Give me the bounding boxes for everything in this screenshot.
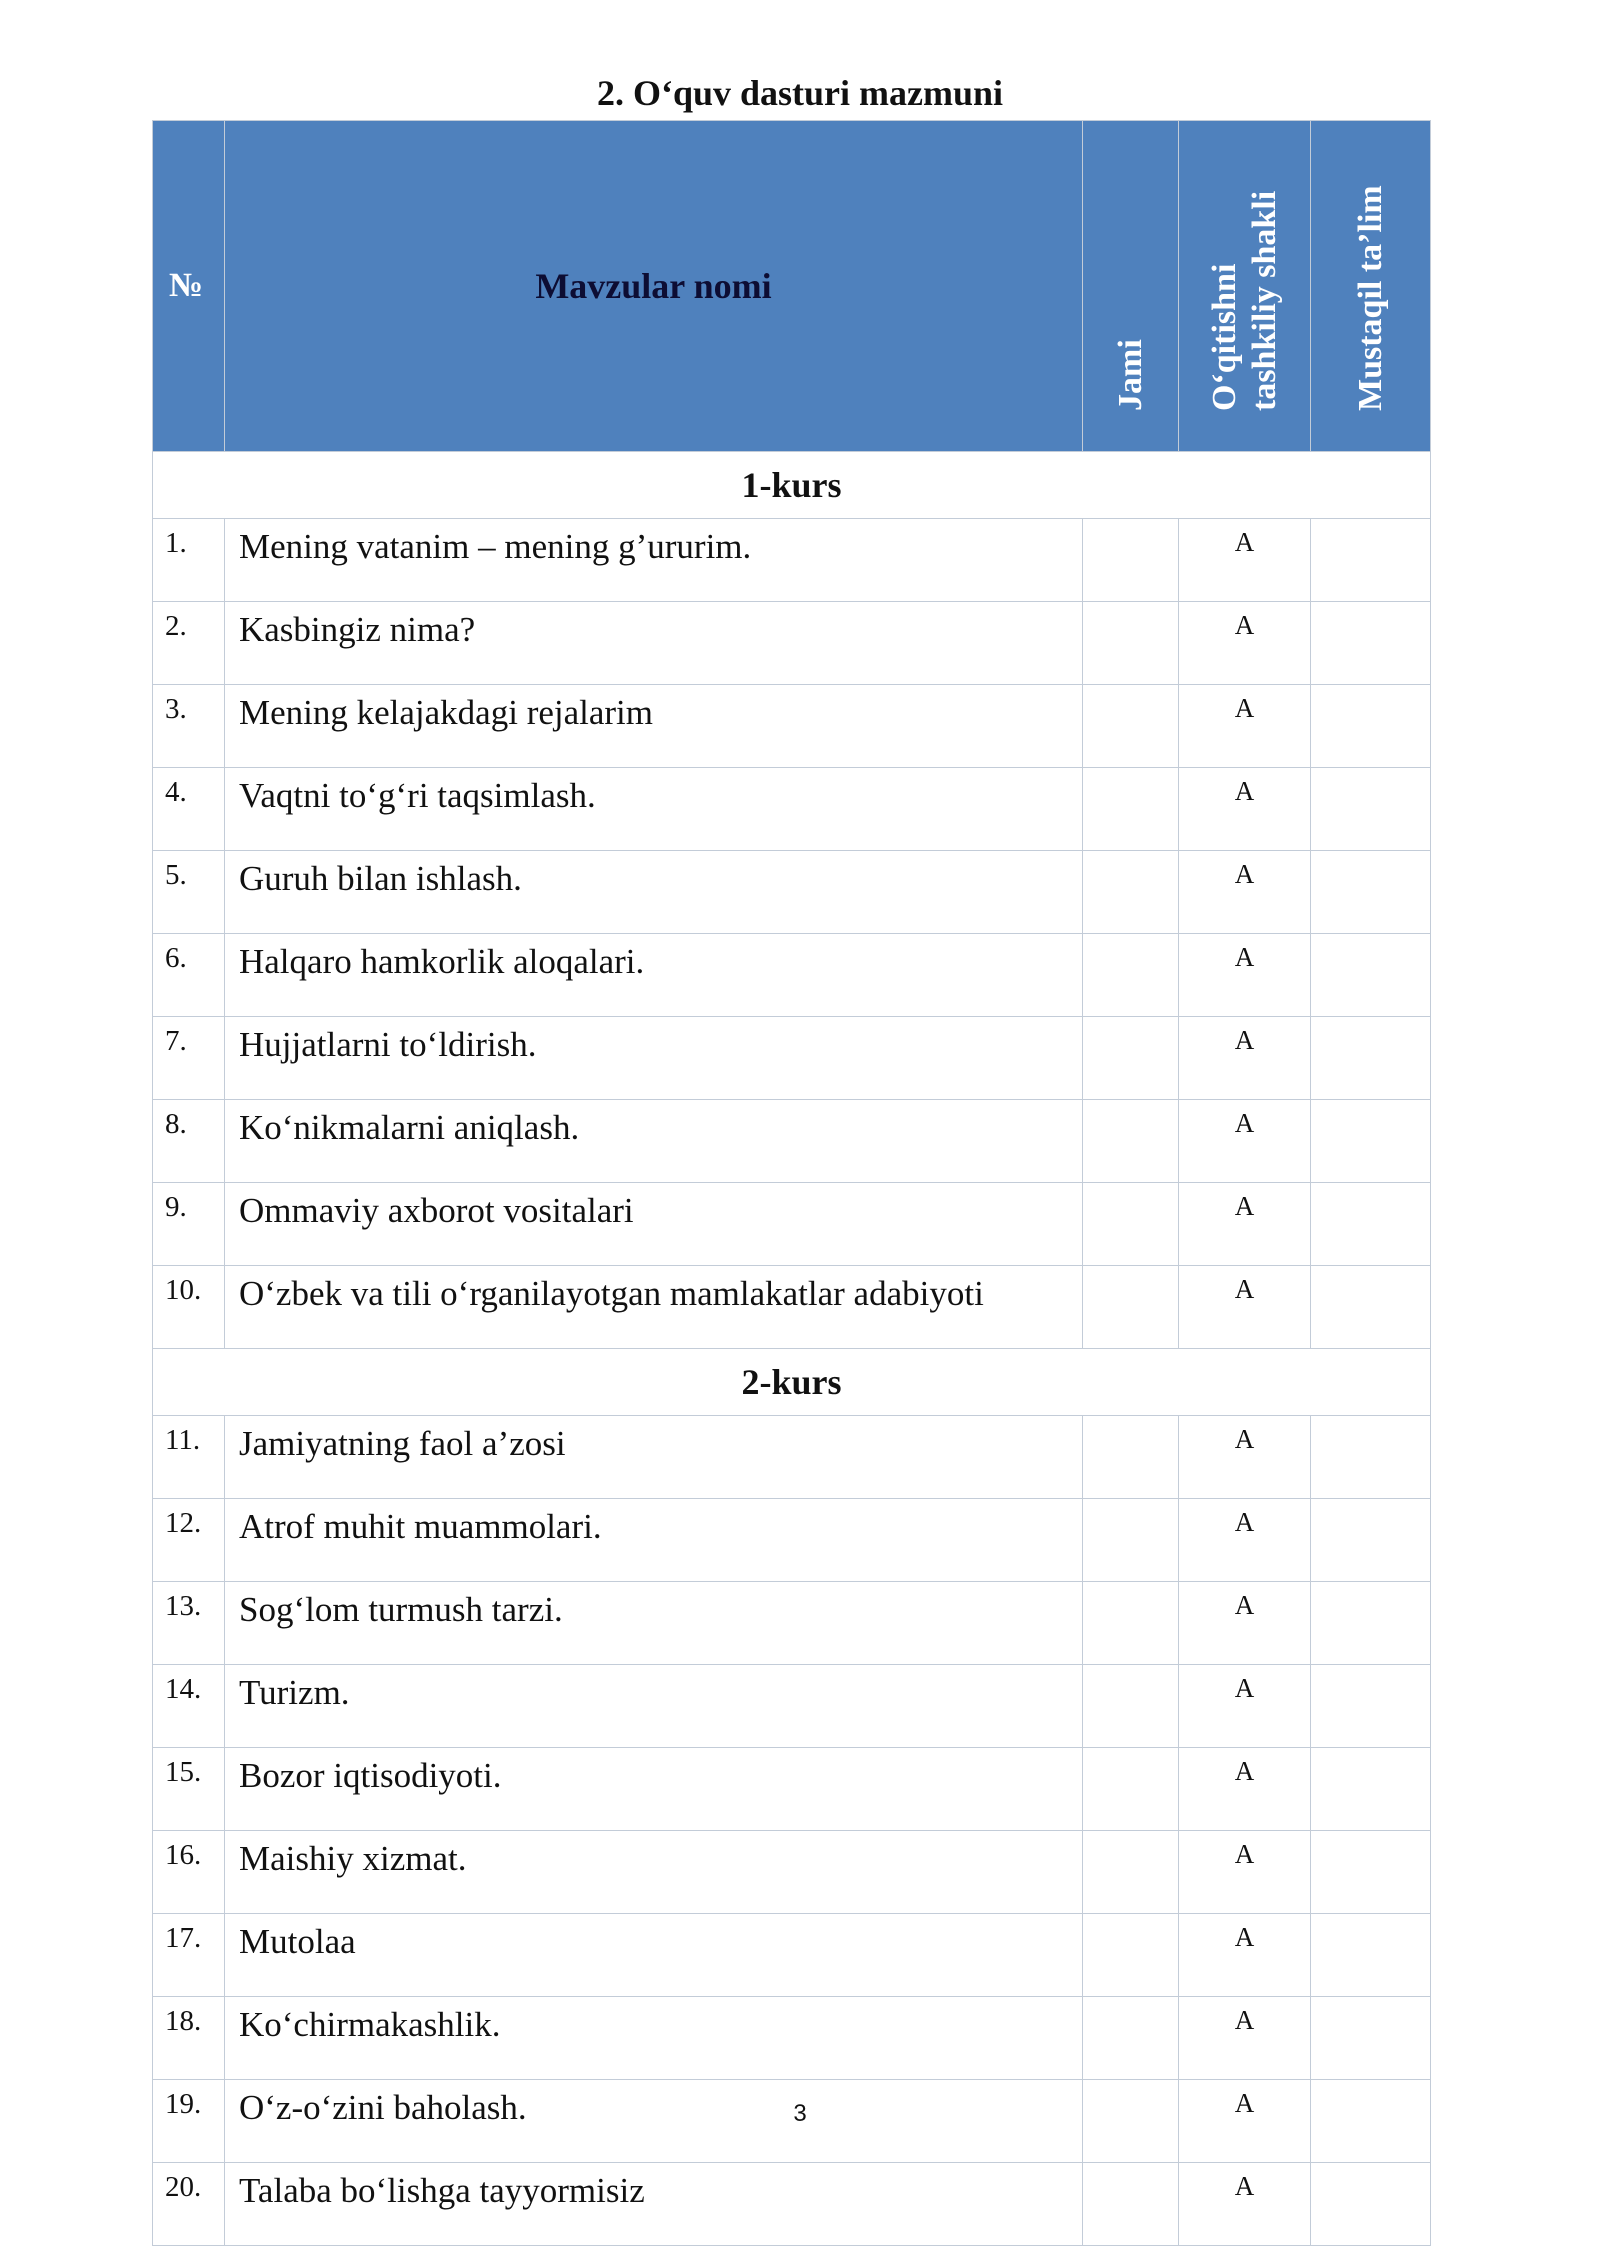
row-number: 11. xyxy=(153,1416,225,1499)
row-form: A xyxy=(1179,2163,1311,2246)
row-number: 20. xyxy=(153,2163,225,2246)
table-row xyxy=(153,1831,1431,1914)
row-total xyxy=(1083,602,1179,685)
row-number: 2. xyxy=(153,602,225,685)
row-topic: Guruh bilan ishlash. xyxy=(225,851,1083,934)
row-self-study xyxy=(1311,2163,1431,2246)
row-self-study xyxy=(1311,1416,1431,1499)
section-row xyxy=(153,1349,1431,1416)
row-topic: Mening vatanim – mening g’ururim. xyxy=(225,519,1083,602)
table-row xyxy=(153,768,1431,851)
row-number: 8. xyxy=(153,1100,225,1183)
row-topic: Hujjatlarni to‘ldirish. xyxy=(225,1017,1083,1100)
row-total xyxy=(1083,1100,1179,1183)
row-total xyxy=(1083,1183,1179,1266)
table-row xyxy=(153,1499,1431,1582)
row-topic: O‘z-o‘zini baholash. xyxy=(225,2080,1083,2163)
row-total xyxy=(1083,1748,1179,1831)
row-number: 15. xyxy=(153,1748,225,1831)
row-number: 17. xyxy=(153,1914,225,1997)
section-label: 2-kurs xyxy=(153,1349,1431,1416)
row-number: 14. xyxy=(153,1665,225,1748)
row-topic: Maishiy xizmat. xyxy=(225,1831,1083,1914)
table-row xyxy=(153,1748,1431,1831)
header-form-line2: tashkiliy shakli xyxy=(1245,190,1283,411)
table-row xyxy=(153,1997,1431,2080)
header-topic: Mavzular nomi xyxy=(225,121,1083,452)
header-number: № xyxy=(153,121,225,452)
row-form: A xyxy=(1179,1748,1311,1831)
table-row xyxy=(153,1017,1431,1100)
row-self-study xyxy=(1311,768,1431,851)
row-form: A xyxy=(1179,2080,1311,2163)
row-self-study xyxy=(1311,1748,1431,1831)
row-form: A xyxy=(1179,1914,1311,1997)
row-topic: Talaba bo‘lishga tayyormisiz xyxy=(225,2163,1083,2246)
row-topic: Halqaro hamkorlik aloqalari. xyxy=(225,934,1083,1017)
header-self-study xyxy=(1311,121,1431,452)
row-topic: Vaqtni to‘g‘ri taqsimlash. xyxy=(225,768,1083,851)
row-number: 16. xyxy=(153,1831,225,1914)
row-self-study xyxy=(1311,1582,1431,1665)
row-total xyxy=(1083,685,1179,768)
table-row xyxy=(153,602,1431,685)
row-topic: Ommaviy axborot vositalari xyxy=(225,1183,1083,1266)
row-number: 1. xyxy=(153,519,225,602)
table-row xyxy=(153,851,1431,934)
row-form: A xyxy=(1179,1997,1311,2080)
curriculum-table xyxy=(152,120,1431,2246)
row-total xyxy=(1083,1665,1179,1748)
row-number: 5. xyxy=(153,851,225,934)
row-self-study xyxy=(1311,851,1431,934)
table-row xyxy=(153,1266,1431,1349)
row-topic: Atrof muhit muammolari. xyxy=(225,1499,1083,1582)
row-topic: Ko‘chirmakashlik. xyxy=(225,1997,1083,2080)
row-self-study xyxy=(1311,1914,1431,1997)
row-total xyxy=(1083,2163,1179,2246)
table-header-row xyxy=(153,121,1431,452)
row-topic: Bozor iqtisodiyoti. xyxy=(225,1748,1083,1831)
row-self-study xyxy=(1311,1100,1431,1183)
row-form: A xyxy=(1179,1831,1311,1914)
row-total xyxy=(1083,934,1179,1017)
row-number: 19. xyxy=(153,2080,225,2163)
table-row xyxy=(153,1416,1431,1499)
row-form: A xyxy=(1179,1100,1311,1183)
table-row xyxy=(153,1914,1431,1997)
row-self-study xyxy=(1311,934,1431,1017)
header-form-line1: O‘qitishni xyxy=(1205,263,1243,411)
table-row xyxy=(153,2163,1431,2246)
row-topic: Mutolaa xyxy=(225,1914,1083,1997)
row-self-study xyxy=(1311,1266,1431,1349)
row-number: 4. xyxy=(153,768,225,851)
row-form: A xyxy=(1179,1665,1311,1748)
row-total xyxy=(1083,768,1179,851)
row-self-study xyxy=(1311,1665,1431,1748)
row-topic: Turizm. xyxy=(225,1665,1083,1748)
row-number: 13. xyxy=(153,1582,225,1665)
row-self-study xyxy=(1311,602,1431,685)
row-total xyxy=(1083,1017,1179,1100)
row-number: 18. xyxy=(153,1997,225,2080)
row-form: A xyxy=(1179,1183,1311,1266)
row-form: A xyxy=(1179,768,1311,851)
row-self-study xyxy=(1311,1183,1431,1266)
row-self-study xyxy=(1311,519,1431,602)
row-topic: Mening kelajakdagi rejalarim xyxy=(225,685,1083,768)
row-self-study xyxy=(1311,1831,1431,1914)
table-body xyxy=(153,452,1431,2246)
page-number: 3 xyxy=(793,2100,807,2127)
row-total xyxy=(1083,1831,1179,1914)
row-number: 7. xyxy=(153,1017,225,1100)
row-form: A xyxy=(1179,1416,1311,1499)
row-number: 9. xyxy=(153,1183,225,1266)
row-self-study xyxy=(1311,685,1431,768)
row-form: A xyxy=(1179,1266,1311,1349)
row-number: 10. xyxy=(153,1266,225,1349)
row-form: A xyxy=(1179,685,1311,768)
row-form: A xyxy=(1179,934,1311,1017)
header-form xyxy=(1179,121,1311,452)
row-total xyxy=(1083,1997,1179,2080)
row-topic: O‘zbek va tili o‘rganilayotgan mamlakatlar adabiyoti xyxy=(225,1266,1083,1349)
row-self-study xyxy=(1311,1997,1431,2080)
row-form: A xyxy=(1179,1582,1311,1665)
row-total xyxy=(1083,1499,1179,1582)
row-form: A xyxy=(1179,851,1311,934)
row-total xyxy=(1083,851,1179,934)
section-row xyxy=(153,452,1431,519)
row-self-study xyxy=(1311,1499,1431,1582)
page-title: 2. O‘quv dasturi mazmuni xyxy=(596,73,1004,113)
row-total xyxy=(1083,1266,1179,1349)
row-form: A xyxy=(1179,1499,1311,1582)
table-row xyxy=(153,934,1431,1017)
table-row xyxy=(153,1183,1431,1266)
row-total xyxy=(1083,519,1179,602)
header-total-label: Jami xyxy=(1111,339,1149,411)
row-form: A xyxy=(1179,602,1311,685)
table-row xyxy=(153,1582,1431,1665)
header-total xyxy=(1083,121,1179,452)
row-topic: Jamiyatning faol a’zosi xyxy=(225,1416,1083,1499)
row-total xyxy=(1083,1914,1179,1997)
row-total xyxy=(1083,1582,1179,1665)
row-form: A xyxy=(1179,1017,1311,1100)
row-topic: Ko‘nikmalarni aniqlash. xyxy=(225,1100,1083,1183)
row-number: 12. xyxy=(153,1499,225,1582)
row-total xyxy=(1083,1416,1179,1499)
row-topic: Sog‘lom turmush tarzi. xyxy=(225,1582,1083,1665)
header-self-study-label: Mustaqil ta’lim xyxy=(1351,185,1389,411)
row-number: 6. xyxy=(153,934,225,1017)
row-self-study xyxy=(1311,1017,1431,1100)
row-topic: Kasbingiz nima? xyxy=(225,602,1083,685)
row-number: 3. xyxy=(153,685,225,768)
table-row xyxy=(153,1665,1431,1748)
row-form: A xyxy=(1179,519,1311,602)
table-row xyxy=(153,519,1431,602)
section-label: 1-kurs xyxy=(153,452,1431,519)
table-row xyxy=(153,1100,1431,1183)
table-row xyxy=(153,685,1431,768)
